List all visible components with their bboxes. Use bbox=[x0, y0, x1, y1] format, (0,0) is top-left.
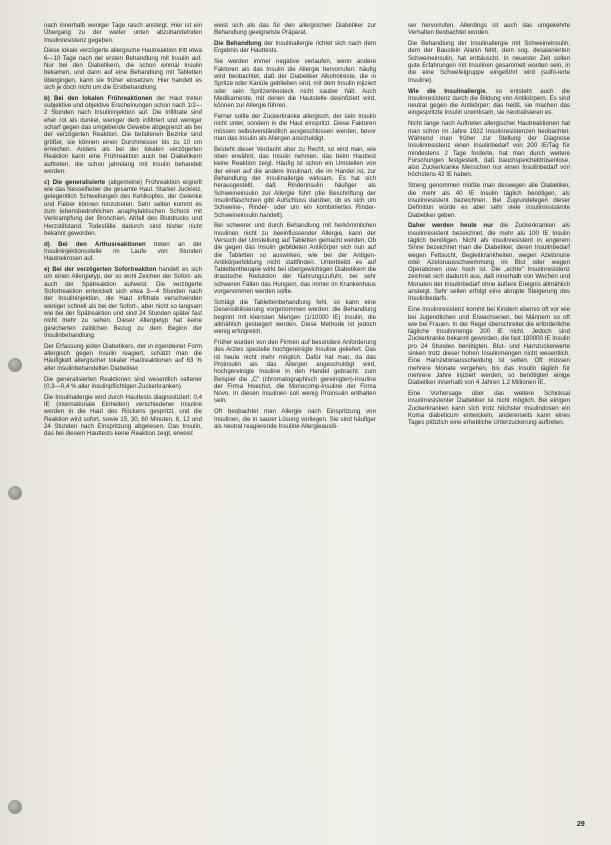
paragraph bbox=[214, 113, 376, 142]
page-number: 29 bbox=[577, 821, 585, 828]
paragraph bbox=[44, 241, 202, 263]
paragraph-text: handelt es sich um einen Allergietyp, der so wohl Zeichen der Sofort- als auch der Spätreaktion aufweist. Die verzögerte Sofortreaktion entwickelt sich etwa 3—4 Stunden nach der Insulininjektion, die Haut infiltrate verschwinden weniger schnell als bei der Sofort-, aber nicht so langsam wie bei der Spätreaktion und sind 24 Stunden später fast nicht mehr zu sehen. Dieser Allergietyp hat keine gesicherten zeitlichen Bezug zu dem Beginn der Insulinbehandlung. bbox=[44, 266, 203, 339]
paragraph-text: ser hervorrufen. Allerdings ist auch das umgekehrte Verhalten beobachtet worden. bbox=[408, 22, 570, 37]
paragraph bbox=[44, 343, 202, 372]
paragraph-text: Diese lokale verzögerte allergische Hautreaktion tritt etwa 6—10 Tage nach der ersten Behandlung mit Insulin auf. Nur bei den Diabetikern, die schon einmal Insulin bekamen, und dann auf eine Behandlung mit Tabletten übergingen, kann sie früher einsetzen. Hier handelt es sich je doch nicht um die Erstbehandlung. bbox=[44, 47, 202, 91]
paragraph bbox=[408, 390, 570, 426]
punch-hole bbox=[8, 486, 22, 500]
paragraph-text: Bei schwerer und durch Behandlung mit herkömmlichen Insulinen nicht zu beeinflussender Allergie, kann der Versuch der Umstellung auf Tabletten gemacht werden. Ob die gegen das Insulin gebildeten Antikörper sich nun auf die Tabletten so auswirken, wie bei der Antigen-Antikörperbildung nicht stattfinden. Unterbleibt es auf Tablettentherapie wirkt bei übergewichtigen Diabetikern die drastische Reduktion der Nahrungszufuhr, bei sehr schweren Fällen das Hungern, das immer im Krankenhaus vorgenommen werden sollte. bbox=[214, 222, 376, 296]
paragraph-text: der Haut treten subjektive und objektive Erscheinungen schon nach 1/2—2 Stunden nach Insulininjektion auf. Die Infiltrate sind eher rot als dunkel, weniger derb infiltriert und weniger scharf gegen das umgebende Gewebe abgegrenzt als bei der verzögerten Reaktion. Die befallenen Bezirke sind größer, sie können einen Durchmesser bis zu 10 cm erreichen. Anders als bei der lokalen verzögerten Reaktion kann eine Frühreaktion auch bei Diabetikern auftreten, die schon jahrelang mit Insulin behandelt werden. bbox=[44, 94, 202, 175]
paragraph bbox=[44, 47, 202, 91]
paragraph-text: treten an der Insulininjektionsstelle im Laufe von Stunden Hautnekrosen auf. bbox=[44, 240, 202, 263]
paragraph bbox=[214, 146, 376, 219]
paragraph bbox=[214, 222, 376, 295]
paragraph-text: , so entsteht auch die Insulinresistenz durch die Bildung von Antikörpern. Es sind neutral gegen die Antikörper; das heißt, sie machen das eingespritzte Insulin unwirksam, sie neutralisieren es. bbox=[408, 87, 570, 117]
paragraph-lead: c) Die generalisierte bbox=[44, 178, 106, 186]
paragraph bbox=[44, 95, 202, 175]
paragraph bbox=[408, 222, 570, 302]
paragraph-lead: Daher werden heute nur bbox=[408, 222, 494, 230]
paragraph bbox=[408, 40, 570, 84]
punch-hole bbox=[8, 800, 22, 814]
paragraph-text: Die generalisierten Reaktionen sind wesentlich seltener (0,3—0,4 % aller insulinpflichtigen Zuckerkranken). bbox=[44, 375, 202, 390]
paragraph-lead: d) Bei den Arthusreaktionen bbox=[44, 240, 146, 248]
paragraph-text: der Insulinallergie richtet sich nach dem Ergebnis der Hauttests. bbox=[214, 40, 376, 55]
paragraph bbox=[408, 88, 570, 117]
paragraph bbox=[214, 299, 376, 335]
paragraph bbox=[214, 22, 376, 37]
paragraph bbox=[408, 22, 570, 37]
paragraph bbox=[214, 408, 376, 430]
paragraph-lead: Die Behandlung bbox=[214, 40, 262, 48]
paragraph bbox=[408, 306, 570, 386]
paragraph-text: Schlägt die Tablettenbehandlung fehl, so kann eine Desensibilisierung vorgenommen werden: die Behandlung beginnt mit kleinsten Mengen (1/10000 IE) Insulin, die allmählich gesteigert werden. Diese Methode ist jedoch wenig erfolgreich. bbox=[214, 298, 376, 336]
paragraph bbox=[44, 22, 202, 44]
punch-hole bbox=[8, 358, 22, 372]
paragraph-lead: e) Bei der verzögerten Sofortreaktion bbox=[44, 266, 157, 274]
paragraph-text: Die Insulinallergie wird durch Hauttests diagnostiziert: 0,4 IE (internationale Einheiten) verschiedener Insuline werden in die Haut des Rückens gespritzt, und die Reaktion wird sofort, sowie 15, 30, 60 Minuten, 6, 12 und 24 Stunden nach Einspritzung abgelesen. Das Insulin, das bei diesem Hauttests keine Reaktion zeigt, erweist bbox=[44, 393, 202, 438]
paragraph bbox=[44, 179, 202, 237]
paragraph bbox=[44, 376, 202, 391]
paragraph-text: Früher wurden von den Firmen auf besondere Anforderung des Arztes spezielle hochgereinigte Insuline geliefert. Das ist heute nicht mehr möglich. Dafür hat man, da das Proinsulin als das Allergen angeschuldigt wird, hochgereinigte Insuline in den Handel gebracht: zum Beispiel die „C" (chromatographisch gereinigten)-Insuline der Firma Hoechst, die Monocomp-Insuline der Firma Novo. In diesen Insulinen soll wenig Proinsulin enthalten sein. bbox=[214, 339, 376, 405]
paragraph-text: Sie werden immer negative verlaufen, wenn andere Faktoren als das Insulin die Allergie hervorrufen: häufig wird beobachtet, daß der Diabetiker Alkoholreste, die in Spritze oder Kanüle geblieben sind, mit dem Insulin injiziert oder sein Spritzenbesteck nicht sauber hält. Auch Medikamente, mit denen die Hautstelle desinfiziert wird, können zur Allergie führen. bbox=[214, 58, 376, 110]
paragraph-text: nach innerhalb weniger Tage rasch ansteigt. Hier ist ein Übergang zu der weiter unten abzuhandelnden Insulinresistenz gegeben. bbox=[44, 22, 202, 44]
paragraph-lead: Wie die Insulinallergie bbox=[408, 87, 486, 95]
paragraph-text: Eine Vorhersage über das weitere Schicksal insulinresistenter Diabetiker ist nicht möglich. Bei einigen Zuckerkranken kann sich trotz höchster Insulindosen ein Koma diabeticum entwickeln, andererseits kann eines Tages plötzlich eine erhebliche Unterzuckerung auftreten. bbox=[408, 390, 570, 427]
paragraph-text: Streng genommen müßte man deswegen alle Diabetiker, die mehr als 40 IE Insulin täglich benötigen, als insulinresistent bezeichnen. Bei Zugrundelegen dieser Definition würde es aber sehr viele insulinresistente Diabetiker geben. bbox=[408, 182, 570, 219]
paragraph-text: (allgemeine) Frühreaktion ergreift wie das Nesselfieber die gesamte Haut. Starker Juckreiz, gelegentlich Schwellungen des Kehlkopfes, der Gelenke und Fieber können hinzutreten. Sehr selten kommt es zum lebensbedrohlichen anaphylaktischen Schock mit Verkrampfung der Bronchien, Abfall des Blutdrucks und Herzstillstand. Todesfälle dadurch sind bisher nicht bekannt geworden. bbox=[44, 178, 202, 237]
paragraph-text: Nicht lange nach Auftreten allergischer Hautreaktionen hat man schon im Jahre 1922 Insulinresistenzen beobachtet. Während man früher zur Stellung der Diagnose Insulinresistenz einen Insulinbedarf von 200 IE/Tag für mindestens 2 Tage forderte, hat man durch weitere Forschungen festgestellt, daß bauchspeicheldrüsenlose, also Zuckerkranke Menschen nur einen Insulinbedarf von höchstens 42 IE haben. bbox=[408, 120, 570, 179]
paragraph bbox=[214, 339, 376, 405]
paragraph-text: weist sich als das für den allergischen Diabetiker zur Behandlung geeignetste Präparat. bbox=[214, 22, 376, 37]
middle-column bbox=[214, 22, 376, 434]
paragraph bbox=[214, 58, 376, 109]
paragraph-text: die Zuckerkranken als insulinresistent bezeichnet, die mehr als 100 IE Insulin täglich benötigen. Nicht als insulinresistent in engerem Sinne bezeichnet man die Diabetiker, deren Insulinbedarf wegen Fettsucht, Begleitkrankheiten, wegen Azetonurie oder Azetonausschwemmung im Blut oder wegen Operationen usw. hoch ist. Die „echte" Insulinresistenz zeichnet sich dadurch aus, daß innerhalb von Wochen und Monaten der Insulinbedarf ohne äußere Ereignis allmählich ansteigt. Sehr selten erfolgt eine abrupte Steigerung des Insulinbedarfs. bbox=[408, 222, 571, 303]
right-column bbox=[408, 22, 570, 430]
paragraph-text: Der Erfassung jeden Diabetikers, der in irgendeiner Form allergisch gegen Insulin reagiert, schätzt man die Häufigkeit allergischer lokaler Hautreaktionen auf 63 % aller insulinbehandelten Diabetiker. bbox=[44, 342, 202, 372]
paragraph bbox=[44, 394, 202, 438]
paragraph bbox=[214, 40, 376, 55]
paragraph bbox=[44, 266, 202, 339]
left-column bbox=[44, 22, 202, 441]
paragraph bbox=[408, 120, 570, 178]
paragraph-text: Ferner sollte der Zuckerkranke allergisch, der sein Insulin nicht unter, sondern in die Haut einspritzt. Diese Faktoren müssen selbstverständlich ausgeschlossen werden, bevor man das Insulin als Allergen anschuldigt. bbox=[214, 113, 376, 142]
paragraph-lead: b) Bei den lokalen Frühreaktionen bbox=[44, 94, 153, 102]
paragraph-text: Oft beobachtet man Allergie nach Einspritzung von Insulinen, die in saurer Lösung vorliegen. Sie sind häufiger als neutral reagierende Insuline Allergieauslö- bbox=[214, 408, 376, 430]
paragraph bbox=[408, 182, 570, 218]
paragraph-text: Eine Insulinresistenz kommt bei Kindern ebenso oft vor wie bei Jugendlichen und Erwachsenen, bei Männern so oft wie bei Frauen. In der Regel überschreitet die erforderliche tägliche Insulinmenge 200 IE nicht. Jedoch sind Zuckerkranke bekannt geworden, die fast 180000 IE Insulin pro 24 Stunden benötigten. Blut- und Harnzuckerwerte sinken trotz dieser hohen Insulinmengen nicht wesentlich. Eine Harnzetonausscheidung ist selten. Oft müssen mehrere Monate vergehen, bis das Insulin täglich für mehrere Jahre injiziert werden, so benötigten einige Diabetiker innerhalb von 4 Jahren 1,2 Millionen IE. bbox=[408, 306, 570, 387]
paragraph-text: Besteht dieser Verdacht aber zu Recht, so wird man, wie oben erwähnt, das Insulin nehmen, das beim Hauttest keine Reaktion zeigt. Häufig ist schon ein Umstellen von der einen auf die andere Insulinart, die im Handel ist, zur Behandlung der Insulinallergie wirksam. Es hat sich herausgestellt, daß Rinderinsulin häufiger als Schweineinsulin zur Allergie führt (die Beschriftung der Insulinfläschchen gibt Aufschluss darüber, ob es sich um Schweine-, Rinder- oder um ein kombiniertes Rinder-Schweineinsulin handelt). bbox=[214, 145, 376, 219]
paragraph-text: Die Behandlung der Insulinallergie mit Schweineinsulin, dem der Baustein Alanin fehlt, dem sog. desalanierten Schweineinsulin, hat enttäuscht. In neuester Zeit sollen gute Erfahrungen mit Insulinen gesammelt worden sein, in die eine Schwefelgruppe eingeführt wird (sulfo-ierte Insuline). bbox=[408, 40, 570, 84]
